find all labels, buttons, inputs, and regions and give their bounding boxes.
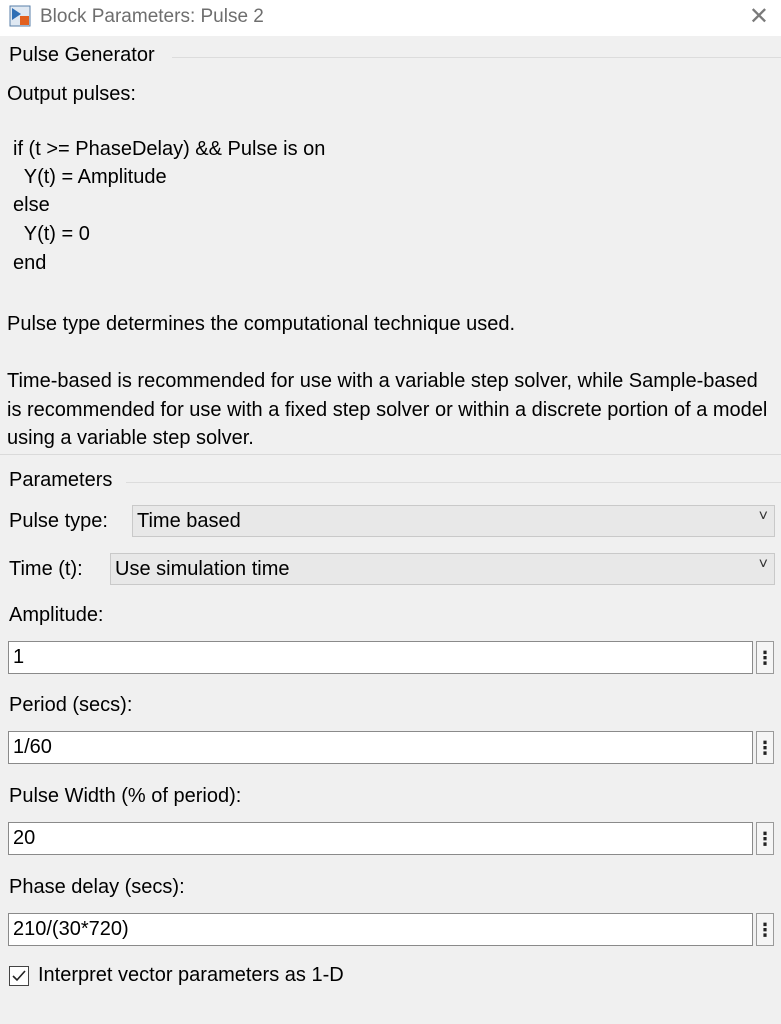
parameters-group	[0, 465, 781, 497]
code-line: Y(t) = Amplitude	[13, 166, 167, 188]
simulink-icon	[9, 5, 31, 27]
period-input[interactable]	[8, 731, 753, 764]
code-line: if (t >= PhaseDelay) && Pulse is on	[13, 138, 326, 160]
block-description-group	[0, 40, 781, 72]
checkmark-icon	[11, 968, 27, 984]
time-value: Use simulation time	[115, 558, 290, 580]
section-divider	[126, 482, 781, 483]
title-bar	[0, 0, 781, 36]
period-label: Period (secs):	[9, 694, 133, 716]
pulse-width-label: Pulse Width (% of period):	[9, 785, 242, 807]
intro-text: Output pulses:	[7, 83, 136, 105]
interpret-vector-label[interactable]: Interpret vector parameters as 1-D	[38, 964, 344, 986]
section-divider	[172, 57, 781, 58]
code-line: end	[13, 252, 47, 274]
phase-delay-label: Phase delay (secs):	[9, 876, 185, 898]
section-title: Pulse Generator	[9, 44, 159, 67]
amplitude-options-button[interactable]: ⋮	[756, 641, 774, 674]
description-paragraph: Pulse type determines the computational technique used.	[7, 313, 516, 335]
amplitude-label: Amplitude:	[9, 604, 104, 626]
code-line: else	[13, 194, 50, 216]
pulse-width-options-button[interactable]: ⋮	[756, 822, 774, 855]
chevron-down-icon: ˅	[758, 508, 768, 525]
phase-delay-input[interactable]	[8, 913, 753, 946]
window-title: Block Parameters: Pulse 2	[40, 6, 264, 27]
pulse-type-value: Time based	[137, 510, 241, 532]
phase-delay-options-button[interactable]: ⋮	[756, 913, 774, 946]
description-paragraph: Time-based is recommended for use with a variable step solver, while Sample-based is recommended for use with a fixed step solver or within a discrete portion of a model using a variable step solver.	[7, 370, 768, 449]
separator	[0, 454, 781, 455]
period-options-button[interactable]: ⋮	[756, 731, 774, 764]
time-dropdown[interactable]	[110, 553, 775, 585]
section-title: Parameters	[9, 469, 116, 492]
code-line: Y(t) = 0	[13, 223, 90, 245]
chevron-down-icon: ˅	[758, 556, 768, 573]
pulse-type-label: Pulse type:	[9, 510, 108, 532]
close-icon[interactable]: ✕	[748, 3, 769, 30]
pulse-width-input[interactable]	[8, 822, 753, 855]
pulse-type-dropdown[interactable]	[132, 505, 775, 537]
interpret-vector-checkbox[interactable]	[9, 966, 29, 986]
time-label: Time (t):	[9, 558, 83, 580]
amplitude-input[interactable]	[8, 641, 753, 674]
